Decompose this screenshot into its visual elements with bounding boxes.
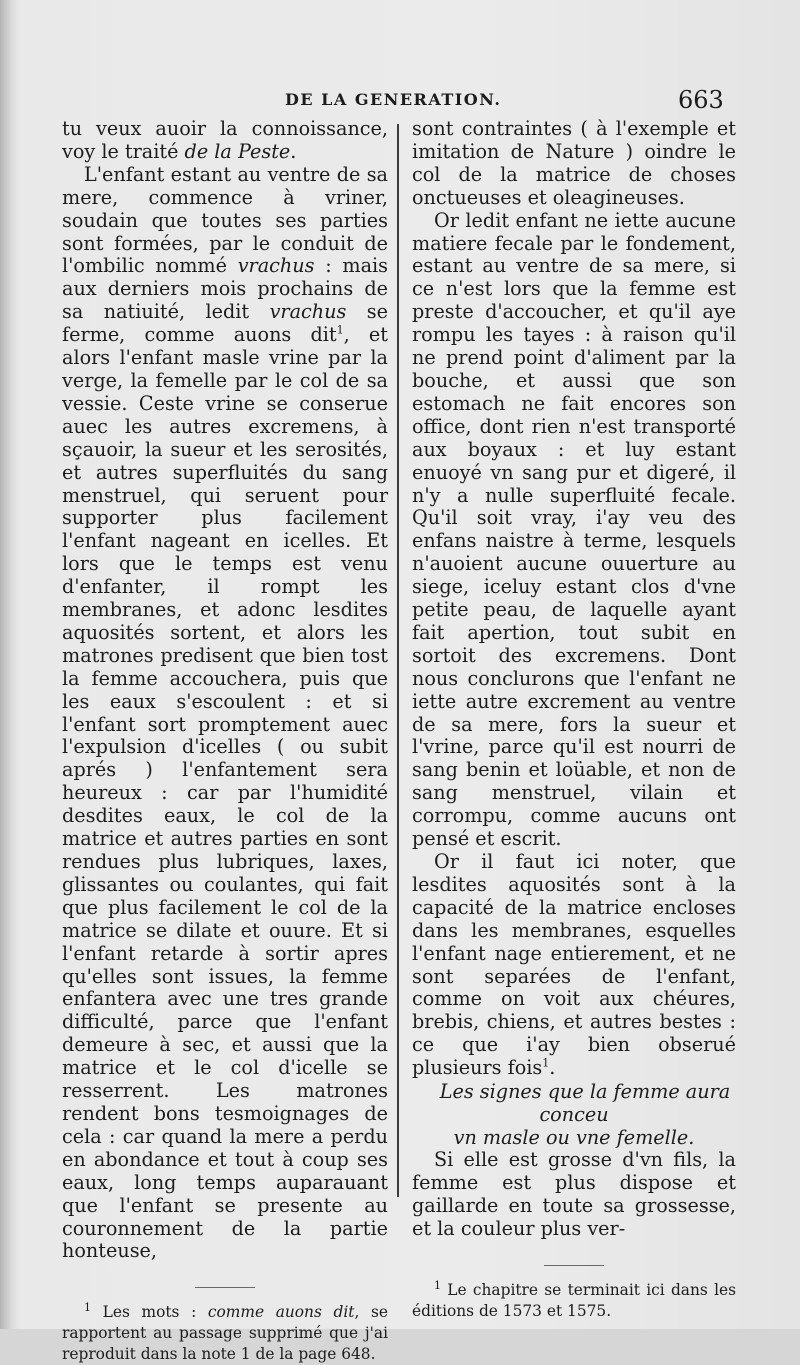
right-column [412,118,736,1322]
footnote: $^1$ Le chapitre se terminait ici dans les éditions de 1573 et 1575. [412,1278,736,1320]
footnote-divider [544,1265,604,1266]
section-heading: Les signes que la femme aura conceu vn masle ou vne femelle. [439,1080,731,1150]
page-binding-edge [0,0,12,1329]
running-header: DE LA GENERATION. [285,90,502,109]
paragraph: Or il faut ici noter, que lesdites aquosités sont à la capacité de la matrice encloses dans les membranes, esquelles l'enfant nage entierement, et ne sont separées de l'enfant, comme on voit aux chéures, brebis, chiens, et autres bestes : ce que i'ay bien obserué plusieurs fois$^1$. [412,850,736,1080]
footnote-divider [195,1287,255,1288]
paragraph: Or ledit enfant ne iette aucune matiere fecale par le fondement, estant au ventre de sa mere, si ce n'est lors que la femme est preste d'accoucher, et qu'il aye rompu les tayes : à raison qu'il ne prend point d'aliment par la bouche, et aussi que son estomach ne fait encores son office, dont rien n'est transporté aux boyaux : et luy estant enuoyé vn sang pur et digeré, il n'y a nulle superfluité fecale. Qu'il soit vray, i'ay veu des enfans naistre à terme, lesquels n'auoient aucune ouuerture au siege, iceluy estant clos d'vne petite peau, de laquelle ayant fait apertion, tout subit en sortoit des excremens. Dont nous conclurons que l'enfant ne iette autre excrement au ventre de sa mere, fors la sueur et l'vrine, parce qu'il est nourri de sang benin et loüable, et non de sang menstruel, vilain et corrompu, comme aucuns ont pensé et escrit. [412,208,736,851]
page-number: 663 [678,86,724,114]
footnote-ref: 1 [542,1056,550,1070]
column-divider [397,124,399,1197]
paragraph: tu veux auoir la connoissance, voy le traité de la Peste. [62,117,388,163]
left-column [62,118,388,1365]
paragraph: Si elle est grosse d'vn fils, la femme est plus dispose et gaillarde en toute sa grossesse, et la couleur plus ver- [412,1148,736,1240]
paragraph: L'enfant estant au ventre de sa mere, commence à vriner, soudain que toutes ses parties sont formées, par le conduit de l'ombilic nommé vrachus : mais aux derniers mois prochains de sa natiuité, ledit vrachus se ferme, comme auons dit$^1$, et alors l'enfant masle vrine par la verge, la femelle par le col de sa vessie. Ceste vrine se conserue auec les autres excremens, à sçauoir, la sueur et les serosités, et autres superfluités du sang menstruel, qui seruent pour supporter plus facilement l'enfant nageant en icelles. Et lors que le temps est venu d'enfanter, il rompt les membranes, et adonc lesdites aquosités sortent, et alors les matrones predisent que bien tost la femme accouchera, puis que les eaux s'escoulent : et si l'enfant sort promptement auec l'expulsion d'icelles ( ou subit aprés ) l'enfantement sera heureux : car par l'humidité desdites eaux, le col de la matrice et autres parties en sont rendues plus lubriques, laxes, glissantes ou coulantes, qui fait que plus facilement le col de la matrice se dilate et ouure. Et si l'enfant retarde à sortir apres qu'elles sont issues, la femme enfantera avec une tres grande difficulté, parce que l'enfant demeure à sec, et aussi que la matrice et le col d'icelle se resserrent. Les matrones rendent bons tesmoignages de cela : car quand la mere a perdu en abondance et tout à coup ses eaux, long temps auparauant que l'enfant se presente au couronnement de la partie honteuse, [62,162,388,1263]
footnote: $^1$ Les mots : comme auons dit, se rapportent au passage supprimé que j'ai reproduit dans la note 1 de la page 648. [62,1301,388,1364]
footnote-ref: 1 [336,323,344,337]
paragraph: sont contraintes ( à l'exemple et imitation de Nature ) oindre le col de la matrice de choses onctueuses et oleagineuses. [412,117,736,209]
